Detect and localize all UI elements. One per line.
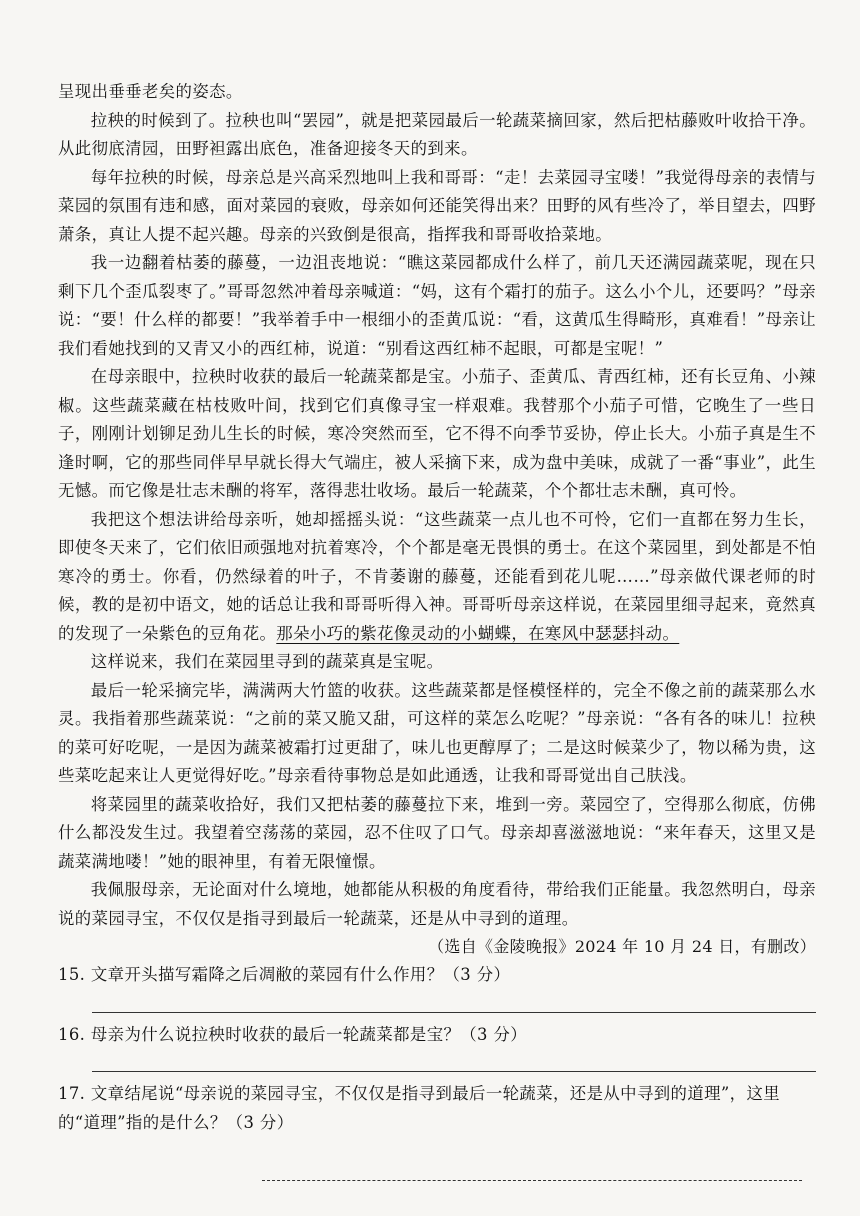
article-body xyxy=(58,78,816,961)
question-15: 15. 文章开头描写霜降之后凋敝的菜园有什么作用？（3 分） xyxy=(58,965,511,984)
article-paragraph: 我佩服母亲，无论面对什么境地，她都能从积极的角度看待，带给我们正能量。我忽然明白，母亲说的菜园寻宝，不仅仅是指寻到最后一轮蔬菜，还是从中寻到的道理。 xyxy=(58,880,816,928)
article-source: （选自《金陵晚报》2024 年 10 月 24 日，有删改） xyxy=(428,937,816,956)
article-paragraph: 这样说来，我们在菜园里寻到的蔬菜真是宝呢。 xyxy=(90,652,444,671)
article-paragraph: 呈现出垂垂老矣的姿态。 xyxy=(58,82,243,101)
question-17: 17. 文章结尾说“母亲说的菜园寻宝，不仅仅是指寻到最后一轮蔬菜，还是从中寻到的道理”，这里的“道理”指的是什么？（3 分） xyxy=(58,1084,781,1132)
article-paragraph: 拉秧的时候到了。拉秧也叫“罢园”，就是把菜园最后一轮蔬菜摘回家，然后把枯藤败叶收拾干净。从此彻底清园，田野袒露出底色，准备迎接冬天的到来。 xyxy=(58,110,816,158)
article-paragraph: 将菜园里的蔬菜收拾好，我们又把枯萎的藤蔓拉下来，堆到一旁。菜园空了，空得那么彻底，仿佛什么都没发生过。我望着空荡荡的菜园，忍不住叹了口气。母亲却喜滋滋地说：“来年春天，这里又是蔬菜满地喽！”她的眼神里，有着无限憧憬。 xyxy=(58,794,816,871)
article-paragraph: 每年拉秧的时候，母亲总是兴高采烈地叫上我和哥哥：“走！去菜园寻宝喽！”我觉得母亲的表情与菜园的氛围有违和感，面对菜园的衰败，母亲如何还能笑得出来？田野的风有些冷了，举目望去，四野萧条，真让人提不起兴趣。母亲的兴致倒是很高，指挥我和哥哥收拾菜地。 xyxy=(58,167,816,244)
answer-line-15[interactable] xyxy=(92,994,816,1013)
article-paragraph-with-underline xyxy=(58,506,816,649)
question-section xyxy=(58,961,816,1137)
article-paragraph: 我一边翻着枯萎的藤蔓，一边沮丧地说：“瞧这菜园都成什么样了，前几天还满园蔬菜呢，现在只剩下几个歪瓜裂枣了。”哥哥忽然冲着母亲喊道：“妈，这有个霜打的茄子。这么小个儿，还要吗？”母亲说：“要！什么样的都要！”我举着手中一根细小的歪黄瓜说：“看，这黄瓜生得畸形，真难看！”母亲让我们看她找到的又青又小的西红柿，说道：“别看这西红柿不起眼，可都是宝呢！” xyxy=(58,253,816,358)
article-paragraph: 最后一轮采摘完毕，满满两大竹篮的收获。这些蔬菜都是怪模怪样的，完全不像之前的蔬菜那么水灵。我指着那些蔬菜说：“之前的菜又脆又甜，可这样的菜怎么吃呢？”母亲说：“各有各的味儿！拉秧的菜可好吃呢，一是因为蔬菜被霜打过更甜了，味儿也更醇厚了；二是这时候菜少了，物以稀为贵，这些菜吃起来让人更觉得好吃。”母亲看待事物总是如此通透，让我和哥哥觉出自己肤浅。 xyxy=(58,680,816,785)
question-16: 16. 母亲为什么说拉秧时收获的最后一轮蔬菜都是宝？（3 分） xyxy=(58,1024,528,1044)
underlined-sentence: 那朵小巧的紫花像灵动的小蝴蝶，在寒风中瑟瑟抖动。 xyxy=(276,623,680,643)
answer-line-17[interactable] xyxy=(262,1180,802,1181)
answer-line-16[interactable] xyxy=(92,1053,816,1072)
paragraph-text: 我把这个想法讲给母亲听，她却摇摇头说：“这些蔬菜一点儿也不可怜，它们一直都在努力生长，即使冬天来了，它们依旧顽强地对抗着寒冷，个个都是毫无畏惧的勇士。在这个菜园里，到处都是不怕寒冷的勇士。你看，仍然绿着的叶子，不肯萎谢的藤蔓，还能看到花儿呢……”母亲做代课老师的时候，教的是初中语文，她的话总让我和哥哥听得入神。哥哥听母亲这样说，在菜园里细寻起来，竟然真的发现了一朵紫色的豆角花。 xyxy=(58,509,816,643)
article-paragraph: 在母亲眼中，拉秧时收获的最后一轮蔬菜都是宝。小茄子、歪黄瓜、青西红柿，还有长豆角、小辣椒。这些蔬菜藏在枯枝败叶间，找到它们真像寻宝一样艰难。我替那个小茄子可惜，它晚生了一些日子，刚刚计划铆足劲儿生长的时候，寒冷突然而至，它不得不向季节妥协，停止长大。小茄子真是生不逢时啊，它的那些同伴早早就长得大气端庄，被人采摘下来，成为盘中美味，成就了一番“事业”，此生无憾。而它像是壮志未酬的将军，落得悲壮收场。最后一轮蔬菜，个个都壮志未酬，真可怜。 xyxy=(58,367,816,500)
